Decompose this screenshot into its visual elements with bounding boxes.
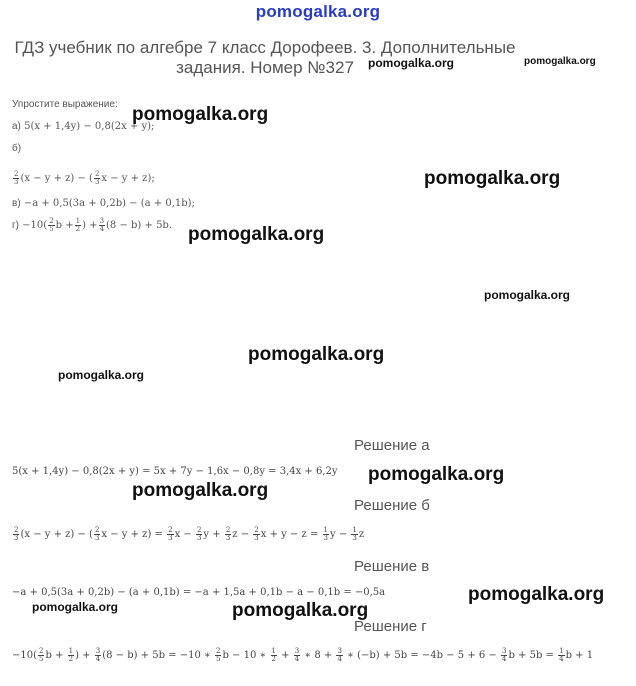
task-item-b: $\frac{2}{3}$ (x − y + z) − ( $\frac{2}{3}$ x − y + z); (14, 170, 155, 186)
watermark: pomogalka.org (484, 288, 571, 302)
watermark: pomogalka.org (188, 224, 325, 245)
watermark: pomogalka.org (368, 56, 455, 70)
fraction: $\frac{2}{3}$ (94, 170, 100, 186)
watermark: pomogalka.org (248, 344, 385, 365)
fraction: $\frac{2}{5}$ (49, 217, 54, 233)
task-item-g: г) −10( $\frac{2}{5}$ b + $\frac{1}{2}$ ) + $\frac{3}{4}$ (8 − b) + 5b. (12, 217, 173, 233)
task-item-label: г) (12, 220, 19, 231)
solution-expr: −a + 0,5(3a + 0,2b) − (a + 0,1b) = −a + 1,5a + 0,1b − a − 0,1b = −0,5a (12, 587, 386, 598)
watermark: pomogalka.org (132, 104, 269, 125)
fraction: $\frac{2}{3}$ (14, 170, 19, 186)
task-item-b-label (12, 143, 21, 154)
task-item-label: в) (12, 198, 21, 209)
task-item-expr: −a + 0,5(3a + 0,2b) − (a + 0,1b); (23, 198, 195, 209)
solution-heading: Решение а (354, 437, 430, 454)
task-item-label: а) (12, 121, 21, 132)
watermark: pomogalka.org (32, 600, 119, 614)
task-item-expr: 5(x + 1,4y) − 0,8(2x + y); (24, 121, 155, 132)
task-prompt: Упростите выражение: (12, 99, 118, 110)
task-item-v (12, 198, 195, 209)
solution-expr: $\frac{2}{3}$ (x − y + z) − ( $\frac{2}{3}$ x − y + z) = $\frac{2}{3}$ x − $\frac{2}{3}$ y + $\frac{2}{3}$ z − $\frac{2}{3}$ x + y − z = $\frac{1}{3}$ y − $\frac{1}{3}$ z (14, 526, 365, 542)
page-title: ГДЗ учебник по алгебре 7 класс Дорофеев. 3. Дополнительные задания. Номер №327 (14, 38, 516, 77)
watermark: pomogalka.org (524, 56, 596, 67)
watermark: pomogalka.org (58, 368, 145, 382)
fraction: $\frac{3}{4}$ (99, 217, 105, 233)
fraction: $\frac{1}{2}$ (75, 217, 81, 233)
solution-expr: 5(x + 1,4y) − 0,8(2x + y) = 5x + 7y − 1,6x − 0,8y = 3,4x + 6,2y (12, 466, 338, 477)
solution-expr: −10( $\frac{2}{5}$ b + $\frac{1}{2}$ ) + $\frac{3}{4}$ (8 − b) + 5b = −10 ∗ $\frac{2}{5}$ b − 10 ∗ $\frac{1}{2}$ + $\frac{3}{4}$ ∗ 8 + $\frac{3}{4}$ ∗ (−b) + 5b = −4b − 5 + 6 − $\frac{3}{4}$ b + 5b = $\frac{1}{4}$ b + 1 (12, 647, 594, 663)
watermark: pomogalka.org (468, 584, 605, 605)
site-header[interactable]: pomogalka.org (255, 2, 381, 21)
watermark: pomogalka.org (368, 464, 505, 485)
solution-heading: Решение в (354, 558, 430, 575)
solution-heading: Решение б (354, 497, 430, 514)
watermark: pomogalka.org (424, 168, 561, 189)
solution-heading: Решение г (354, 618, 427, 635)
watermark: pomogalka.org (232, 600, 369, 621)
task-item-label: б) (12, 143, 22, 154)
watermark: pomogalka.org (132, 480, 269, 501)
